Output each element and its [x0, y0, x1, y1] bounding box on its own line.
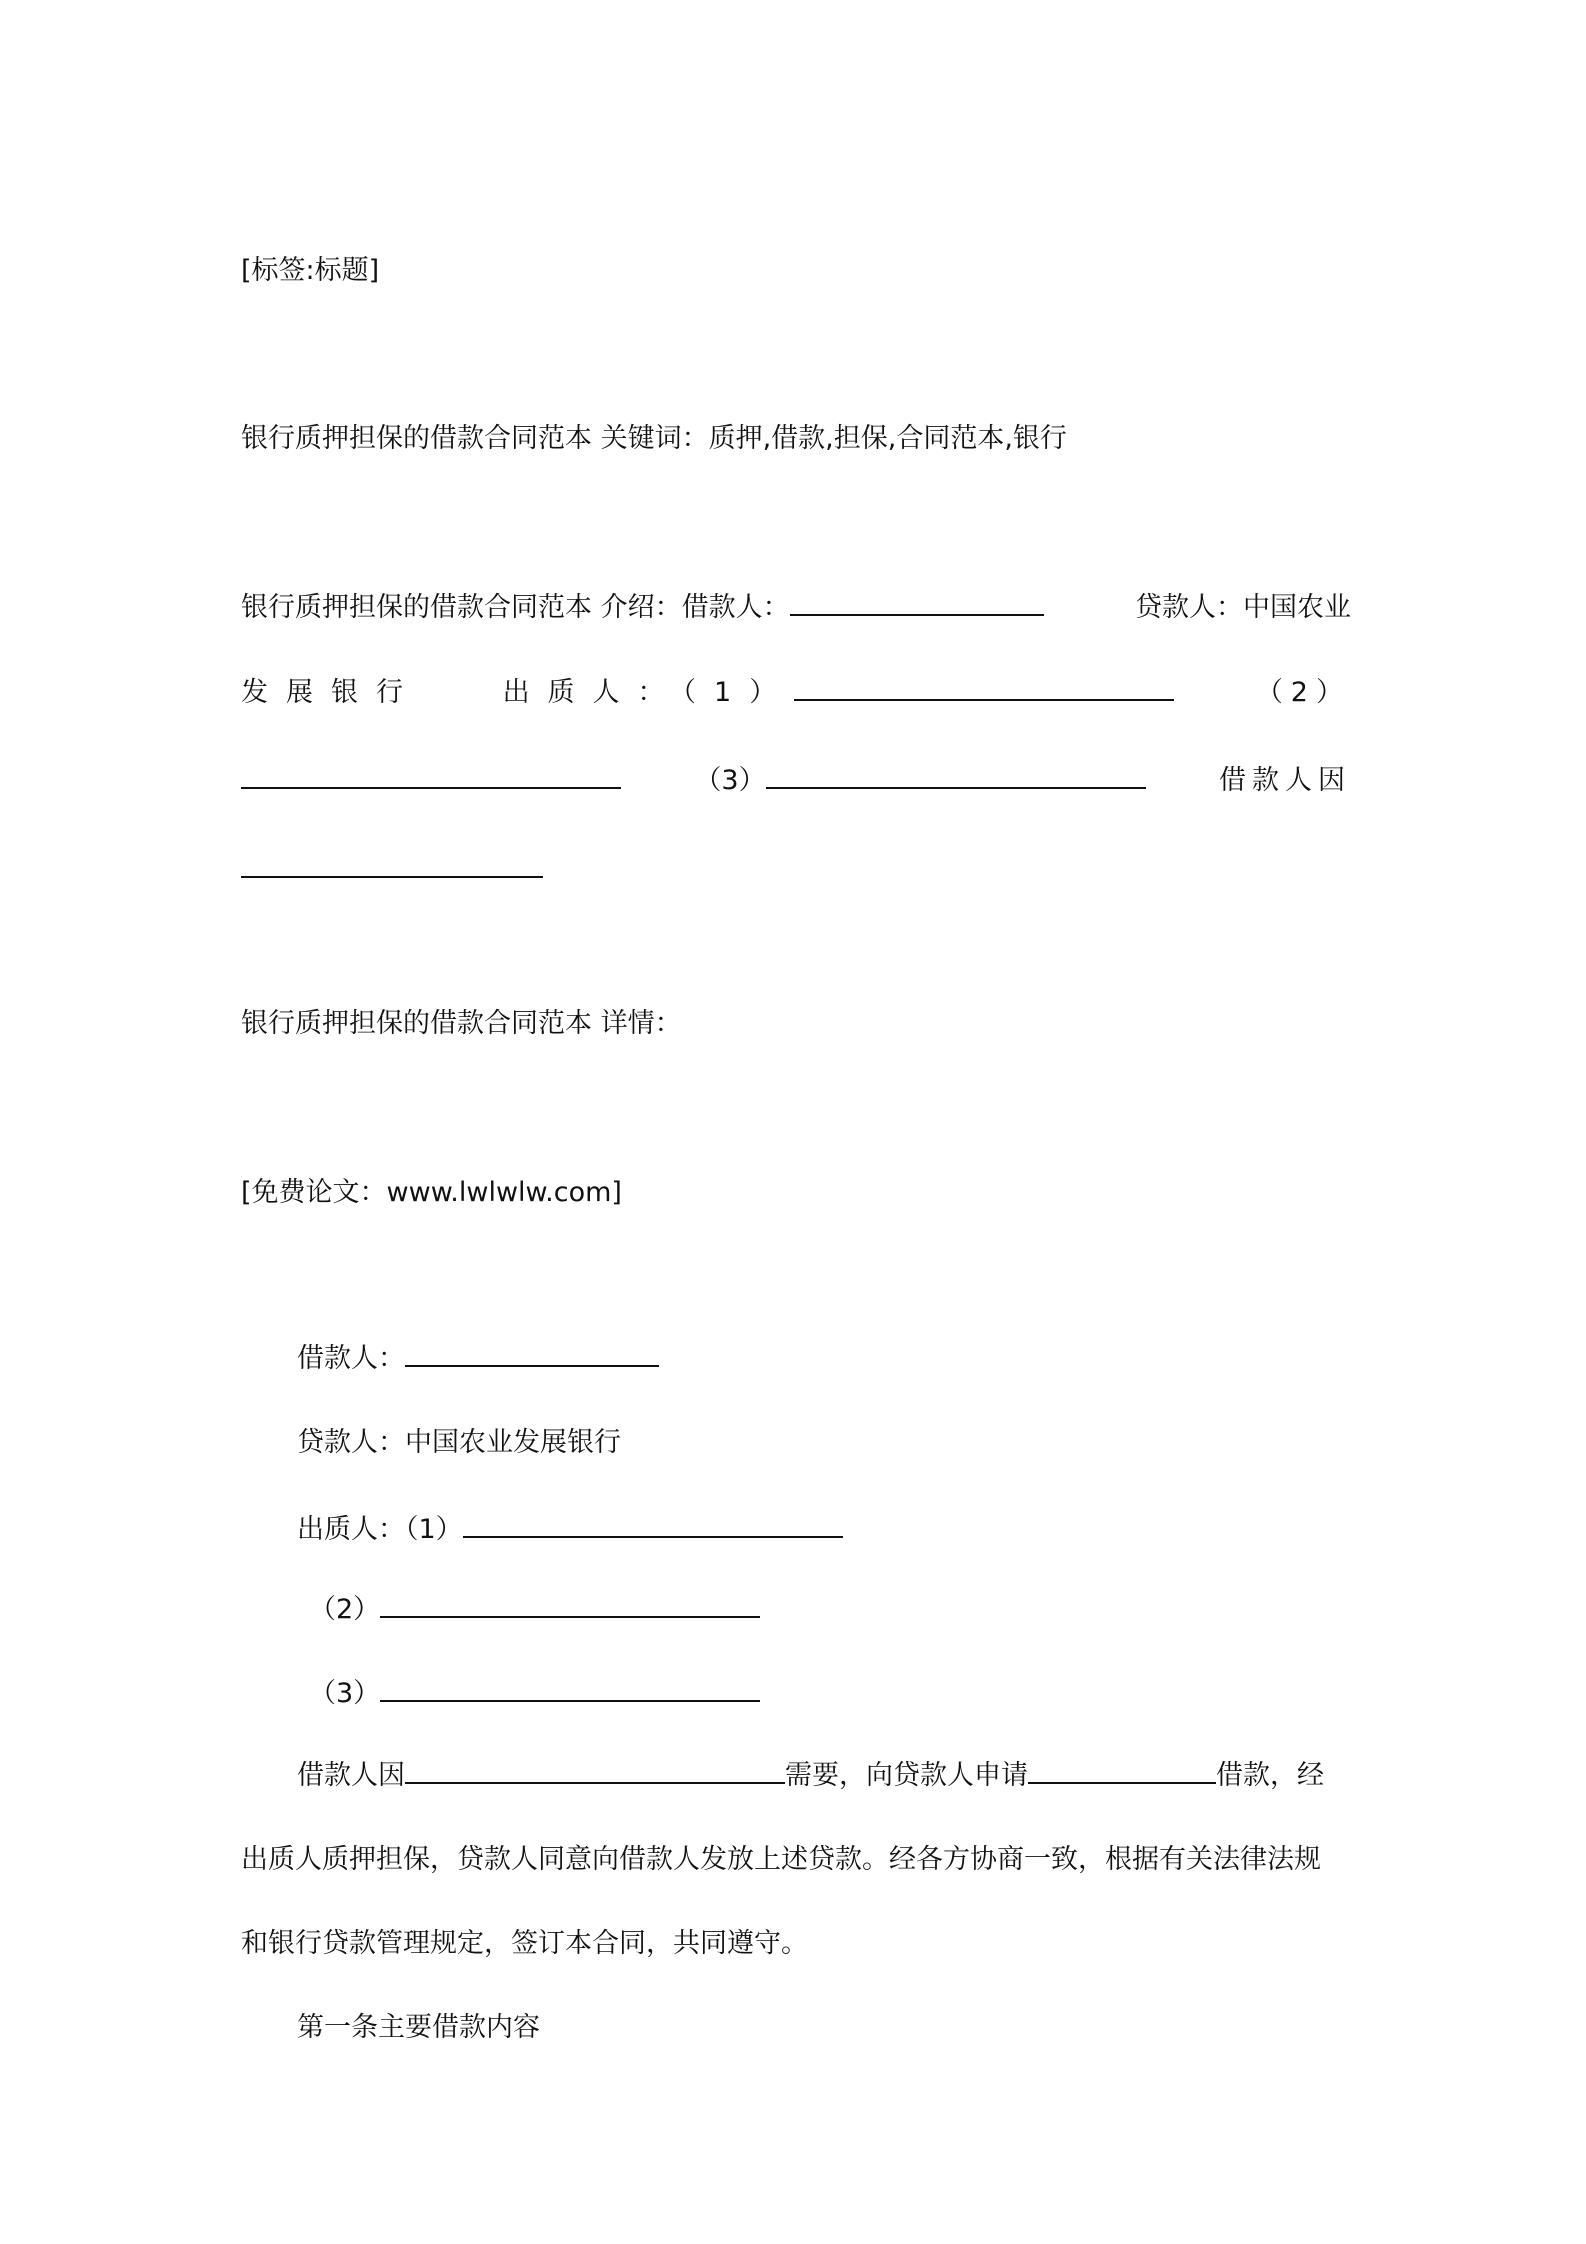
intro-pledgor-group — [503, 675, 1175, 711]
body-pledgor-3-label: （3） — [309, 1678, 381, 1709]
body-pledgor-1-label: 出质人：（1） — [297, 1514, 463, 1545]
keywords-line: 银行质押担保的借款合同范本 关键词：质押,借款,担保,合同范本,银行 — [241, 423, 1067, 454]
intro-row-2 — [241, 675, 1351, 711]
body-pledgor-2-label: （2） — [309, 1594, 381, 1625]
article-1-title: 第一条主要借款内容 — [297, 2012, 540, 2043]
reason-blank — [241, 852, 543, 878]
para-start: 借款人因 — [297, 1760, 405, 1791]
para-need: 需要，向贷款人申请 — [785, 1760, 1028, 1791]
intro-item-3: （3） — [694, 765, 766, 796]
body-paragraph-line-3: 和银行贷款管理规定，签订本合同，共同遵守。 — [241, 1928, 808, 1959]
body-borrower — [297, 1341, 659, 1377]
intro-row-1 — [241, 590, 1351, 626]
para-loan-end: 借款，经 — [1216, 1760, 1324, 1791]
body-pledgor-3-blank — [380, 1676, 760, 1702]
intro-row-1-group — [241, 590, 1044, 626]
body-pledgor-1-blank — [463, 1512, 843, 1538]
pledgor-2-blank — [241, 763, 621, 789]
body-borrower-label: 借款人： — [297, 1343, 405, 1374]
intro-row-3 — [241, 763, 1351, 799]
pledgor-1-blank — [794, 675, 1174, 701]
intro-item-2: （2） — [1255, 677, 1351, 708]
body-pledgor-3 — [309, 1676, 760, 1712]
body-paragraph-line-1 — [297, 1758, 1351, 1794]
body-lender: 贷款人：中国农业发展银行 — [297, 1427, 621, 1458]
intro-row-4 — [241, 852, 543, 888]
intro-bank: 发展银行 — [241, 677, 421, 708]
pledgor-3-blank — [766, 763, 1146, 789]
intro-title-borrower: 银行质押担保的借款合同范本 介绍：借款人： — [241, 592, 790, 623]
intro-lender: 贷款人：中国农业 — [1135, 592, 1351, 623]
para-segment-1 — [297, 1758, 1324, 1794]
details-line: 银行质押担保的借款合同范本 详情： — [241, 1008, 682, 1039]
body-paragraph-line-2: 出质人质押担保，贷款人同意向借款人发放上述贷款。经各方协商一致，根据有关法律法规 — [241, 1844, 1321, 1875]
tag-line: [标签:标题] — [241, 255, 380, 286]
para-reason-blank — [405, 1758, 785, 1784]
para-amount-blank — [1028, 1758, 1216, 1784]
borrower-blank — [790, 590, 1044, 616]
body-pledgor-2-blank — [380, 1592, 760, 1618]
intro-reason: 借款人因 — [1219, 765, 1351, 796]
body-pledgor-2 — [309, 1592, 760, 1628]
source-line: [免费论文：www.lwlwlw.com] — [241, 1177, 622, 1208]
intro-pledgor-label: 出质人：（1） — [502, 677, 795, 708]
intro-item-3-group — [694, 763, 1145, 799]
body-pledgor-1 — [297, 1512, 843, 1548]
body-borrower-blank — [405, 1341, 659, 1367]
